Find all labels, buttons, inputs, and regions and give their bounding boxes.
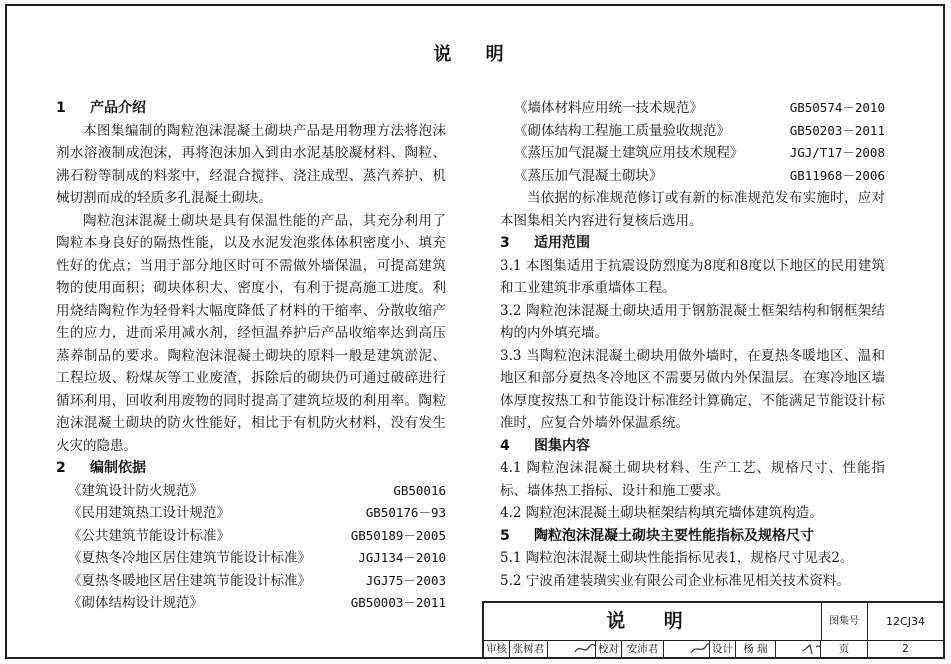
title-block-name: 说 明: [484, 603, 822, 640]
section-5-item: 5.1 陶粒泡沫混凝土砌块性能指标见表1，规格尺寸见表2。: [500, 550, 854, 566]
section-3-item: 3.3 当陶粒泡沫混凝土砌块用做外墙时，在夏热冬暖地区、温和地区和部分夏热冬冷地区不需要另做内外保温层。在寒冷地区墙体厚度按热工和节能设计标准经计算确定，不能满足节能设计标准时，应复合外墙外保温系统。: [500, 347, 885, 431]
section-1-paragraph: 本图集编制的陶粒泡沫混凝土砌块产品是用物理方法将泡沫剂水溶液制成泡沫，再将泡沫加入到由水泥基胶凝材料、陶粒、沸石粉等制成的料浆中，经混合搅拌、浇注成型、蒸汽养护、机械切割而成的轻质多孔混凝土砌块。: [56, 122, 446, 206]
section-4-item: 4.1 陶粒泡沫混凝土砌块材料、生产工艺、规格尺寸、性能指标、墙体热工指标、设计和施工要求。: [500, 460, 885, 499]
left-column: [56, 97, 446, 615]
section-3-heading: 3 适用范围: [500, 235, 590, 251]
reference-item: 《民用建筑热工设计规范》 GB50176－93: [68, 505, 446, 521]
section-5-heading: 5 陶粒泡沫混凝土砌块主要性能指标及规格尺寸: [500, 527, 814, 544]
atlas-number: 12CJ34: [886, 615, 925, 628]
signature-mark: [798, 641, 821, 657]
page-label: 页: [821, 640, 868, 658]
section-1-heading: 1 产品介绍: [56, 100, 146, 116]
reviewer-name: 张树君: [510, 640, 548, 658]
page-title: 说 明: [433, 44, 518, 65]
reference-item: 《夏热冬暖地区居住建筑节能设计标准》 JGJ75－2003: [68, 572, 446, 589]
atlas-number-label: 图集号: [821, 603, 868, 640]
section-1-paragraph: 陶粒泡沫混凝土砌块是具有保温性能的产品，其充分利用了陶粒本身良好的隔热性能，以及水泥发泡浆体体积密度小、填充性好的优点；当用于部分地区时可不需做外墙保温，可提高建筑物的使用面积；砌块体积大、密度小，有利于提高施工进度。利用烧结陶粒作为轻骨料大幅度降低了材料的干缩率、分散收缩产生的应力，进而采用减水剂，经恒温养护后产品收缩率达到高压蒸养制品的要求。陶粒泡沫混凝土砌块的原料一般是建筑淤泥、工程垃圾、粉煤灰等工业废渣，拆除后的砌块仍可通过破碎进行循环利用，回收利用废物的同时提高了建筑垃圾的利用率。陶粒泡沫混凝土砌块的防火性能好，相比于有机防火材料，没有发生火灾的隐患。: [56, 212, 446, 454]
design-label: 设计: [710, 640, 736, 658]
right-column: [500, 97, 885, 592]
reference-item: 《夏热冬冷地区居住建筑节能设计标准》 JGJ134－2010: [68, 550, 446, 566]
check-label: 校对: [596, 640, 622, 658]
section-4-heading: 4 图集内容: [500, 437, 590, 454]
reference-item: 《砌体结构工程施工质量验收规范》 GB50203－2011: [514, 122, 885, 139]
checker-signature: [664, 640, 710, 658]
signature-mark: [572, 641, 597, 657]
reviewer-signature: [548, 640, 596, 658]
section-2-note: 当依据的标准规范修订或有新的标准规范发布实施时，应对本图集相关内容进行复核后选用。: [500, 190, 885, 229]
section-3-item: 3.1 本图集适用于抗震设防烈度为8度和8度以下地区的民用建筑和工业建筑非承重墙体工程。: [500, 257, 885, 296]
title-block: [482, 601, 943, 658]
reference-item: 《蒸压加气混凝土砌块》 GB11968－2006: [514, 167, 885, 184]
title-block-signature-row: [484, 640, 943, 658]
section-4-item: 4.2 陶粒泡沫混凝土砌块框架结构填充墙体建筑构造。: [500, 505, 823, 521]
designer-signature: [776, 640, 821, 658]
checker-name: 安沛君: [622, 640, 664, 658]
designer-name: 杨 瑞: [736, 640, 776, 658]
page-number: 2: [902, 643, 909, 655]
reference-item: 《墙体材料应用统一技术规范》 GB50574－2010: [514, 100, 885, 116]
reference-item: 《蒸压加气混凝土建筑应用技术规程》 JGJ/T17－2008: [514, 145, 885, 161]
reference-item: 《砌体结构设计规范》 GB50003－2011: [68, 595, 446, 611]
review-label: 审核: [484, 640, 510, 658]
section-3-item: 3.2 陶粒泡沫混凝土砌块适用于钢筋混凝土框架结构和钢框架结构的内外填充墙。: [500, 302, 885, 341]
reference-item: 《公共建筑节能设计标准》 GB50189－2005: [68, 527, 446, 544]
title-block-top-row: [484, 603, 943, 641]
section-2-heading: 2 编制依据: [56, 460, 146, 476]
section-5-item: 5.2 宁波甬建装璜实业有限公司企业标准见相关技术资料。: [500, 572, 850, 589]
signature-mark: [687, 641, 711, 657]
reference-item: 《建筑设计防火规范》 GB50016: [68, 482, 446, 499]
